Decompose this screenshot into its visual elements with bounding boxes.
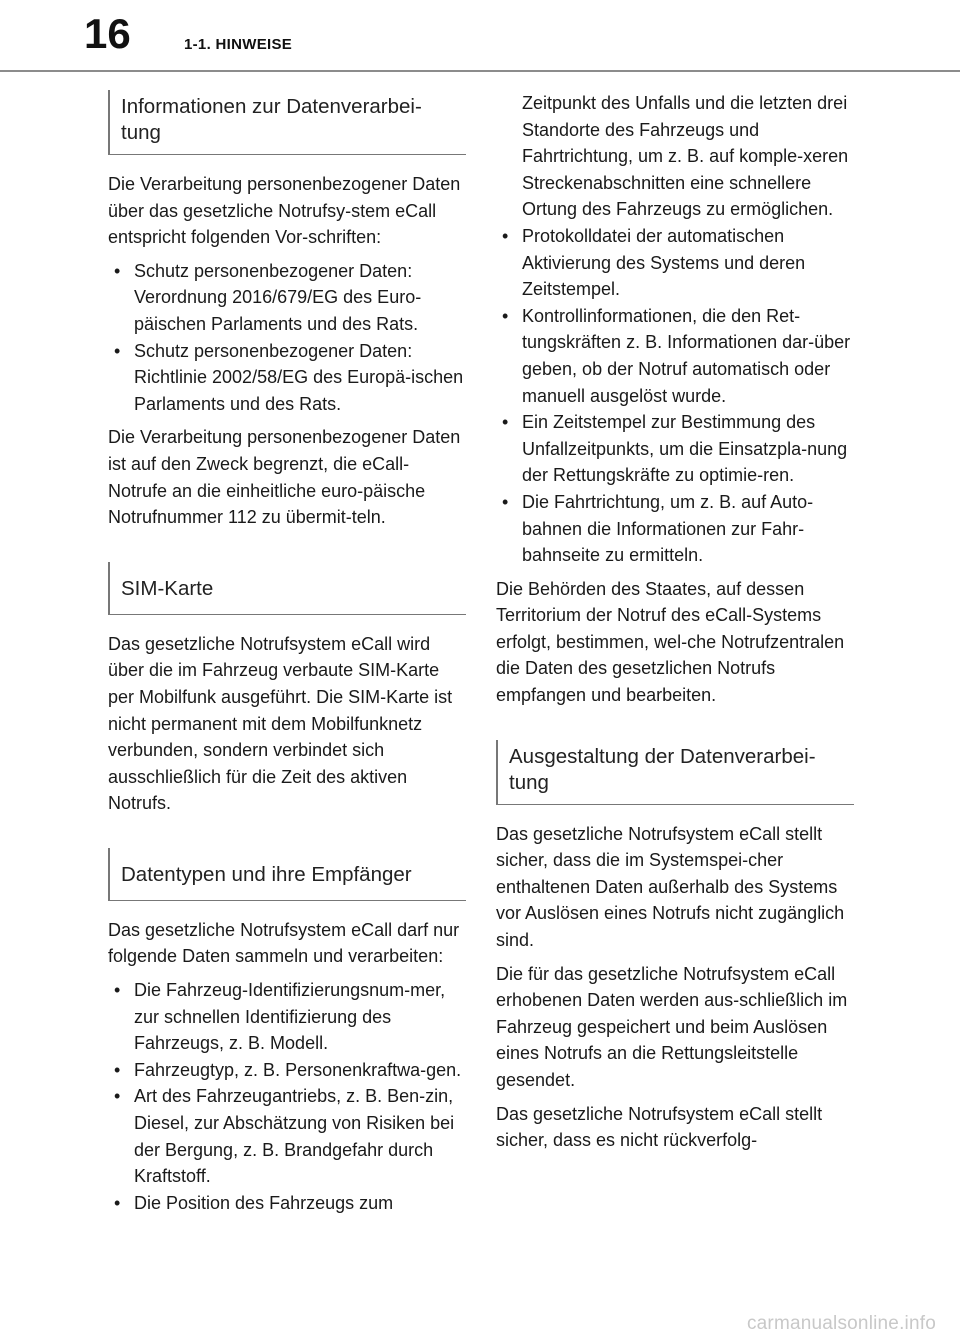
left-column [108, 90, 466, 1223]
list-item: • Die Fahrtrichtung, um z. B. auf Auto-bahnen die Informationen zur Fahr-bahnseite zu ermitteln. [496, 489, 854, 569]
list-item: • Die Fahrzeug-Identifizierungsnum-mer, zur schnellen Identifizierung des Fahrzeugs, z. B. Modell. [108, 977, 466, 1057]
page-header [0, 0, 960, 72]
list-item: • Protokolldatei der automatischen Aktivierung des Systems und deren Zeitstempel. [496, 223, 854, 303]
paragraph: Das gesetzliche Notrufsystem eCall stellt sicher, dass die im Systemspei-cher enthaltenen Daten außerhalb des Systems vor Auslösen eines Notrufs nicht zugänglich sind. [496, 823, 845, 951]
right-column [496, 90, 854, 1161]
paragraph: Die Behörden des Staates, auf dessen Territorium der Notruf des eCall-Systems erfolgt, bestimmen, wel-che Notrufzentralen die Daten des gesetzlichen Notrufs empfangen und bearbeiten. [496, 578, 845, 706]
paragraph: Das gesetzliche Notrufsystem eCall stellt sicher, dass es nicht rückverfolg- [496, 1103, 823, 1151]
heading-datentypen: Datentypen und ihre Empfänger [108, 848, 466, 901]
list-item: • Art des Fahrzeugantriebs, z. B. Ben-zin, Diesel, zur Abschätzung von Risiken bei der Bergung, z. B. Brandgefahr durch Kraftstoff. [108, 1083, 466, 1189]
page-number: 16 [84, 10, 131, 57]
paragraph: Die Verarbeitung personenbezogener Daten ist auf den Zweck begrenzt, die eCall-Notrufe an die einheitliche euro-päische Notrufnummer 112 zu übermit-teln. [108, 427, 461, 528]
heading-sim-karte: SIM-Karte [108, 562, 466, 615]
paragraph: Das gesetzliche Notrufsystem eCall wird über die im Fahrzeug verbaute SIM-Karte per Mobilfunk ausgeführt. Die SIM-Karte ist nicht permanent mit dem Mobilfunknetz verbunden, sondern verbindet sich ausschließlich für die Zeit des aktiven Notrufs. [108, 633, 453, 814]
section-title: 1-1. HINWEISE [184, 36, 293, 53]
heading-datenverarbeitung: Informationen zur Datenverarbei-tung [108, 90, 466, 155]
paragraph: Die für das gesetzliche Notrufsystem eCall erhobenen Daten werden aus-schließlich im Fahrzeug gespeichert und beim Auslösen eines Notrufs an die Rettungsleitstelle gesendet. [496, 963, 848, 1090]
paragraph: Das gesetzliche Notrufsystem eCall darf nur folgende Daten sammeln und verarbeiten: [108, 919, 460, 967]
list-item: • Ein Zeitstempel zur Bestimmung des Unfallzeitpunkts, um die Einsatzpla-nung der Rettungskräfte zu optimie-ren. [496, 409, 854, 489]
list-item: • Die Position des Fahrzeugs zum [108, 1190, 466, 1217]
paragraph: Die Verarbeitung personenbezogener Daten über das gesetzliche Notrufsy-stem eCall entspricht folgenden Vor-schriften: [108, 174, 461, 248]
bullet-list [108, 258, 466, 418]
list-item-continuation: Zeitpunkt des Unfalls und die letzten drei Standorte des Fahrzeugs und Fahrtrichtung, um z. B. auf komple-xeren Streckenabschnitten eine schnellere Ortung des Fahrzeugs zu ermöglichen. [522, 93, 849, 220]
list-item: • Kontrollinformationen, die den Ret-tungskräften z. B. Informationen dar-über geben, ob der Notruf automatisch oder manuell ausgelöst wurde. [496, 303, 854, 409]
heading-ausgestaltung: Ausgestaltung der Datenverarbei-tung [496, 740, 854, 805]
list-item: • Schutz personenbezogener Daten: Verordnung 2016/679/EG des Euro-päischen Parlaments und des Rats. [108, 258, 466, 338]
list-item: • Schutz personenbezogener Daten: Richtlinie 2002/58/EG des Europä-ischen Parlaments und des Rats. [108, 338, 466, 418]
list-item: • Fahrzeugtyp, z. B. Personenkraftwa-gen. [108, 1057, 466, 1084]
watermark: carmanualsonline.info [746, 1313, 936, 1334]
bullet-list [496, 223, 854, 569]
bullet-list [108, 977, 466, 1216]
